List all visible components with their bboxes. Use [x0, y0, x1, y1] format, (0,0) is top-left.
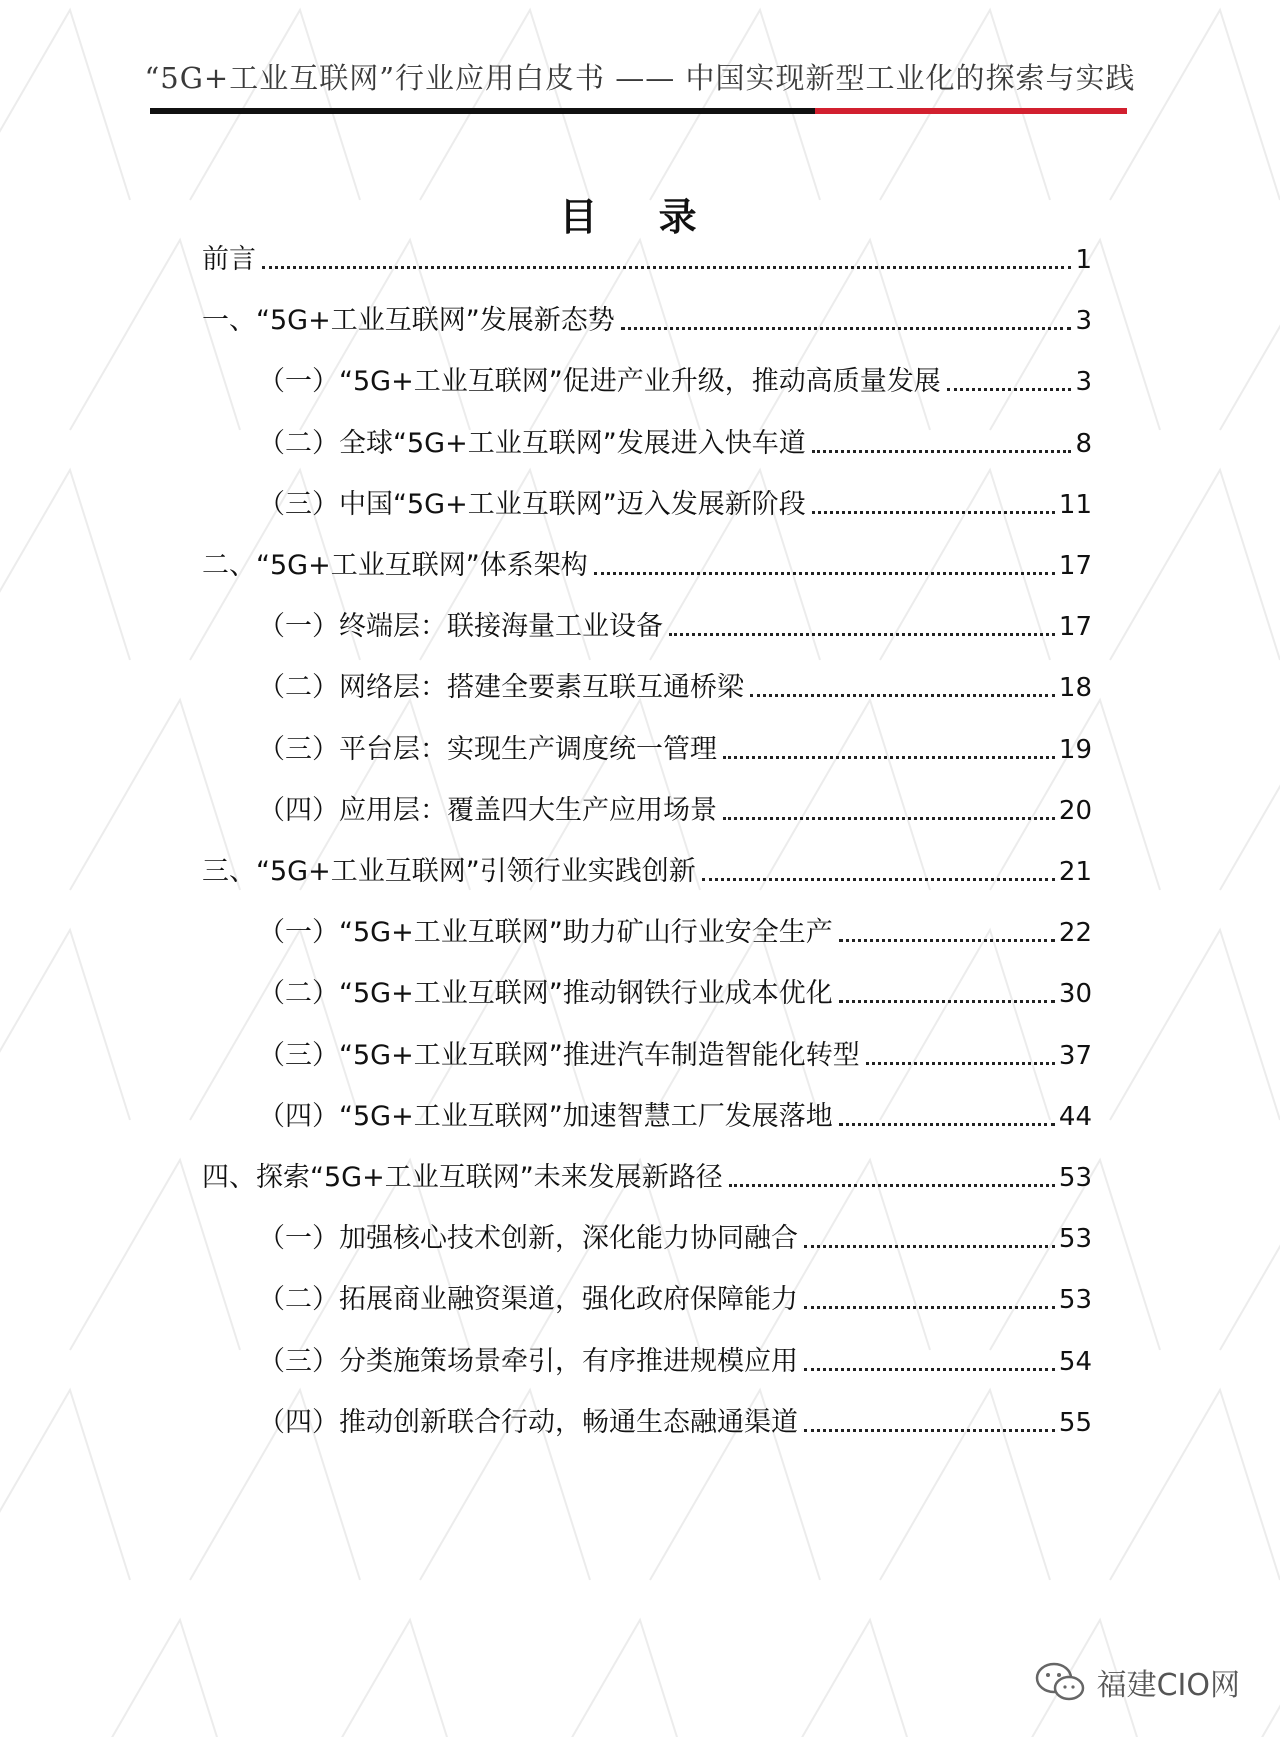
- toc-dot-leader: [669, 633, 1055, 636]
- toc-entry[interactable]: [258, 424, 1092, 464]
- toc-entry-title: 三、“5G+工业互联网”引领行业实践创新: [202, 856, 696, 887]
- toc-entry[interactable]: [258, 791, 1092, 831]
- toc-entry[interactable]: [202, 546, 1092, 586]
- toc-entry-page: 1: [1075, 245, 1092, 275]
- toc-entry[interactable]: [258, 974, 1092, 1014]
- toc-entry[interactable]: [258, 485, 1092, 525]
- toc-entry-title: 前言: [202, 244, 256, 275]
- toc-dot-leader: [723, 756, 1055, 759]
- toc-dot-leader: [804, 1368, 1055, 1371]
- toc-entry-title: （三）平台层：实现生产调度统一管理: [258, 733, 717, 765]
- toc-entry-title: （二）全球“5G+工业互联网”发展进入快车道: [258, 427, 806, 459]
- toc-dot-leader: [723, 817, 1055, 820]
- toc-entry-page: 30: [1058, 979, 1092, 1010]
- toc-dot-leader: [947, 388, 1072, 391]
- toc-entry-title: 一、“5G+工业互联网”发展新态势: [202, 305, 615, 337]
- toc-entry[interactable]: [258, 1280, 1092, 1320]
- toc-entry-title: （四）推动创新联合行动，畅通生态融通渠道: [258, 1406, 798, 1438]
- toc-entry-title: （一）“5G+工业互联网”促进产业升级，推动高质量发展: [258, 366, 941, 398]
- toc-title: 目 录: [559, 195, 721, 239]
- toc-entry-title: （一）加强核心技术创新，深化能力协同融合: [258, 1223, 798, 1255]
- toc-entry-title: （四）“5G+工业互联网”加速智慧工厂发展落地: [258, 1100, 833, 1132]
- toc-entry[interactable]: [202, 1158, 1092, 1198]
- footer-brand-text: 福建CIO网: [1096, 1668, 1240, 1703]
- toc-entry-title: 二、“5G+工业互联网”体系架构: [202, 550, 588, 581]
- toc-entry-title: （一）“5G+工业互联网”助力矿山行业安全生产: [258, 917, 833, 949]
- toc-entry-page: 44: [1058, 1101, 1092, 1132]
- toc-entry-page: 11: [1058, 489, 1092, 520]
- toc-entry-page: 21: [1058, 857, 1092, 887]
- toc-entry-page: 53: [1058, 1285, 1092, 1316]
- toc-entry[interactable]: [258, 1403, 1092, 1443]
- toc-entry[interactable]: [258, 1342, 1092, 1382]
- toc-entry-page: 37: [1058, 1040, 1092, 1071]
- toc-entry[interactable]: [258, 1219, 1092, 1259]
- toc-dot-leader: [804, 1306, 1055, 1309]
- toc-entry-title: （二）拓展商业融资渠道，强化政府保障能力: [258, 1284, 798, 1316]
- toc-entry-page: 17: [1058, 551, 1092, 581]
- toc-dot-leader: [750, 694, 1055, 697]
- toc-dot-leader: [702, 878, 1055, 881]
- toc-entry-page: 3: [1075, 306, 1092, 337]
- toc-entry-page: 53: [1058, 1163, 1092, 1193]
- toc-dot-leader: [729, 1184, 1055, 1187]
- toc-entry-page: 22: [1058, 918, 1092, 949]
- toc-dot-leader: [804, 1429, 1055, 1432]
- toc-entry[interactable]: [258, 668, 1092, 708]
- toc-entry[interactable]: [258, 1036, 1092, 1076]
- toc-entry-page: 55: [1058, 1407, 1092, 1438]
- toc-entry[interactable]: [258, 607, 1092, 647]
- toc-entry[interactable]: [202, 301, 1092, 341]
- toc-entry[interactable]: [202, 852, 1092, 892]
- header-rule-red: [815, 108, 1127, 114]
- toc-entry-page: 20: [1058, 795, 1092, 826]
- toc-entry-page: 53: [1058, 1224, 1092, 1255]
- toc-entry-title: （二）网络层：搭建全要素互联互通桥梁: [258, 672, 744, 704]
- toc-dot-leader: [262, 266, 1071, 269]
- toc-dot-leader: [812, 511, 1055, 514]
- toc-entry-title: （四）应用层：覆盖四大生产应用场景: [258, 794, 717, 826]
- toc-entry-title: （三）分类施策场景牵引，有序推进规模应用: [258, 1345, 798, 1377]
- header-rule-dark: [150, 108, 815, 114]
- toc-entry[interactable]: [258, 1097, 1092, 1137]
- toc-entry-title: （三）“5G+工业互联网”推进汽车制造智能化转型: [258, 1039, 860, 1071]
- toc-entry-title: （一）终端层：联接海量工业设备: [258, 611, 663, 643]
- wechat-icon: [1033, 1660, 1089, 1704]
- toc-entry-page: 54: [1058, 1346, 1092, 1377]
- toc-dot-leader: [621, 327, 1072, 330]
- toc-dot-leader: [866, 1062, 1055, 1065]
- document-header-title: “5G+工业互联网”行业应用白皮书 —— 中国实现新型工业化的探索与实践: [144, 61, 1136, 95]
- toc-entry[interactable]: [258, 730, 1092, 770]
- toc-dot-leader: [839, 939, 1055, 942]
- footer-brand: [1033, 1660, 1240, 1704]
- toc-entry[interactable]: [258, 362, 1092, 402]
- toc-entry-title: 四、探索“5G+工业互联网”未来发展新路径: [202, 1162, 723, 1193]
- toc-dot-leader: [839, 1123, 1055, 1126]
- toc-entry-page: 8: [1075, 428, 1092, 459]
- toc-entry-page: 17: [1058, 612, 1092, 643]
- toc-entry-page: 3: [1075, 367, 1092, 398]
- toc-entry-title: （三）中国“5G+工业互联网”迈入发展新阶段: [258, 488, 806, 520]
- toc-dot-leader: [594, 572, 1055, 575]
- toc-entry[interactable]: [202, 240, 1092, 280]
- toc-dot-leader: [839, 1000, 1055, 1003]
- toc-entry-page: 19: [1058, 734, 1092, 765]
- toc-entry[interactable]: [258, 913, 1092, 953]
- toc-entry-title: （二）“5G+工业互联网”推动钢铁行业成本优化: [258, 978, 833, 1010]
- toc-entry-page: 18: [1058, 673, 1092, 704]
- toc-dot-leader: [812, 450, 1072, 453]
- toc-dot-leader: [804, 1245, 1055, 1248]
